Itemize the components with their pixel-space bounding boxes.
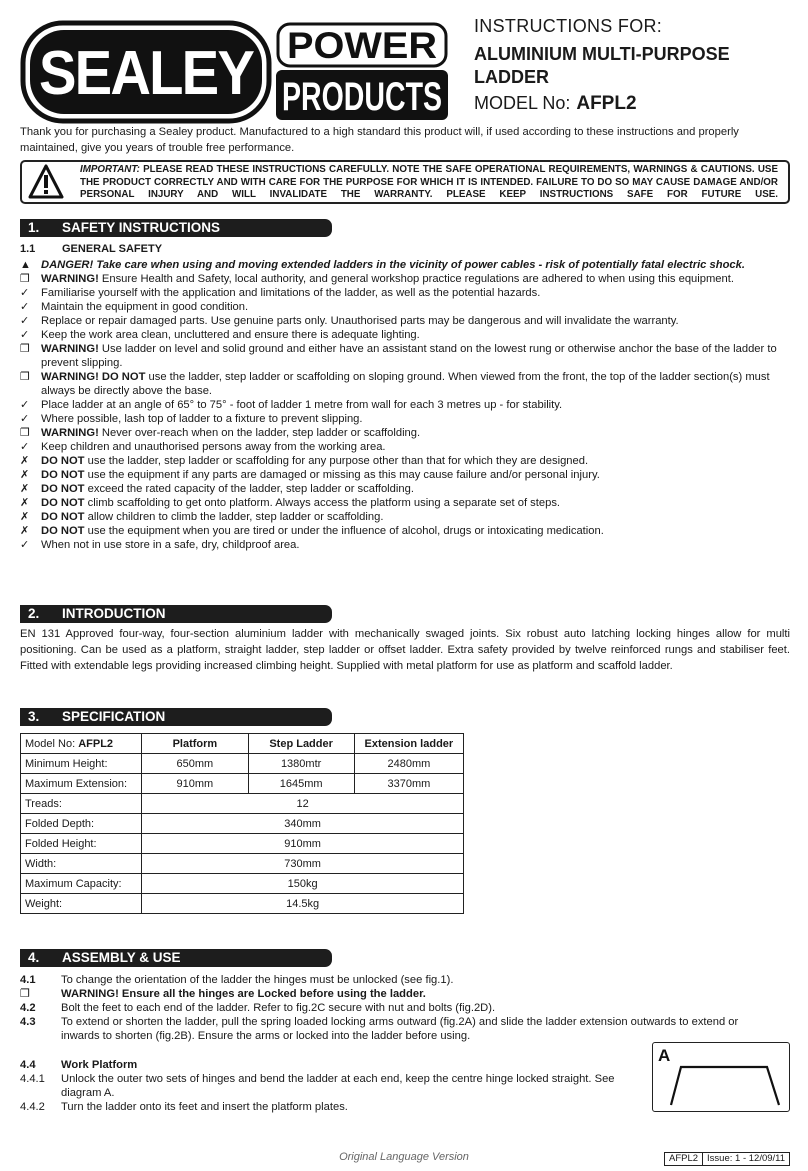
safety-item-text: Replace or repair damaged parts. Use genuine parts only. Unauthorised parts may be dangerous and will invalidate the warranty.: [41, 315, 679, 327]
spec-value: 14.5kg: [142, 894, 464, 914]
assembly-item: [20, 973, 790, 987]
section-3-header: [20, 708, 332, 726]
diagram-label: A: [658, 1046, 671, 1065]
assembly-item-key: 4.4.1: [20, 1073, 45, 1085]
section-2-num: 2.: [28, 606, 40, 621]
safety-item-text: Ensure Health and Safety, local authority, and general workshop practice regulations are adhered to when using this equipment.: [98, 273, 734, 285]
cross-icon: ✗: [20, 455, 30, 467]
section-3-num: 3.: [28, 709, 40, 724]
warning-triangle-icon: [28, 164, 64, 200]
safety-item: [20, 510, 790, 524]
assembly-item-text: To change the orientation of the ladder the hinges must be unlocked (see fig.1).: [61, 974, 454, 986]
safety-item-emphasis: DO NOT: [41, 511, 85, 523]
safety-item-text: use the ladder, step ladder or scaffolding for any purpose other than that for which they are designed.: [84, 455, 589, 467]
spec-label: Maximum Extension:: [21, 774, 142, 794]
assembly-item: [20, 1100, 620, 1114]
subsection-1-1-title: GENERAL SAFETY: [62, 243, 163, 255]
check-icon: ✓: [20, 329, 30, 341]
spec-value: 910mm: [142, 834, 464, 854]
sealey-logo-text: SEALEY: [39, 39, 255, 108]
sealey-logo: [20, 20, 272, 124]
safety-item: [20, 496, 790, 510]
instructions-for: INSTRUCTIONS FOR:: [474, 16, 663, 36]
spec-value: 1645mm: [248, 774, 354, 794]
product-title: [474, 43, 804, 89]
important-text: PLEASE READ THESE INSTRUCTIONS CAREFULLY. NOTE THE SAFE OPERATIONAL REQUIREMENTS, WARNINGS & CAUTIONS. USE THE PRODUCT CORRECTLY AND WITH CARE FOR THE PURPOSE FOR WHICH IT IS INTENDED. FAILURE TO DO SO MAY CAUSE DAMAGE AND/OR PERSONAL INJURY AND WILL INVALIDATE THE WARRANTY. PLEASE KEEP INSTRUCTIONS SAFE FOR FUTURE USE.: [80, 164, 778, 200]
safety-item-text: exceed the rated capacity of the ladder, step ladder or scaffolding.: [84, 483, 414, 495]
danger-triangle-icon: ▲: [20, 259, 31, 271]
spec-header-extension-ladder: Extension ladder: [354, 734, 463, 754]
safety-item-text: use the ladder, step ladder or scaffolding on sloping ground. When viewed from the front, the top of the ladder section(s) must always be directly above the base.: [41, 371, 770, 397]
spec-label: Folded Height:: [21, 834, 142, 854]
safety-item-text: DANGER! Take care when using and moving extended ladders in the vicinity of power cables - risk of potentially fatal electric shock.: [41, 259, 745, 271]
section-1-header: [20, 219, 332, 237]
footer-issue-box: [664, 1152, 790, 1166]
important-notice: [20, 160, 790, 204]
assembly-item-key: 4.1: [20, 974, 36, 986]
footer-language: Original Language Version: [339, 1151, 469, 1163]
spec-label: Width:: [21, 854, 142, 874]
spec-header-platform: Platform: [142, 734, 248, 754]
safety-item: [20, 314, 790, 328]
power-products-logo: [276, 20, 448, 124]
assembly-item: [20, 1001, 790, 1015]
cross-icon: ✗: [20, 483, 30, 495]
assembly-item-text: To extend or shorten the ladder, pull the spring loaded locking arms outward (fig.2A) and slide the ladder extension outwards to extend or inwards to shorten (fig.2B). Ensure the arms or locked into the ladder before using.: [61, 1016, 739, 1042]
assembly-item-text: Unlock the outer two sets of hinges and bend the ladder at each end, keep the centre hinge locked straight. See diagram A.: [61, 1073, 615, 1099]
section-2-header: [20, 605, 332, 623]
assembly-item-text: WARNING! Ensure all the hinges are Locked before using the ladder.: [61, 988, 426, 1000]
safety-item-text: Familiarise yourself with the application and limitations of the ladder, as well as the potential hazards.: [41, 287, 541, 299]
safety-list: [20, 258, 790, 552]
spec-row-maximum-extension: [21, 774, 464, 794]
subsection-1-1: [20, 243, 162, 255]
spec-value: 340mm: [142, 814, 464, 834]
platform-diagram-icon: [653, 1043, 789, 1111]
spec-value: 12: [142, 794, 464, 814]
safety-item-emphasis: WARNING!: [41, 343, 99, 355]
title-block: [474, 16, 804, 115]
safety-item-text: use the equipment when you are tired or under the influence of alcohol, drugs or intoxicating medication.: [84, 525, 604, 537]
spec-row-folded-depth: [21, 814, 464, 834]
product-title-line1: ALUMINIUM MULTI-PURPOSE: [474, 44, 730, 64]
safety-item-text: When not in use store in a safe, dry, childproof area.: [41, 539, 300, 551]
model-label: MODEL No:: [474, 93, 571, 113]
assembly-item-text: Turn the ladder onto its feet and insert the platform plates.: [61, 1101, 348, 1113]
safety-item: [20, 440, 790, 454]
check-icon: ✓: [20, 399, 30, 411]
cross-icon: ✗: [20, 469, 30, 481]
spec-value: 650mm: [142, 754, 248, 774]
safety-item: [20, 538, 790, 552]
model-value: AFPL2: [576, 93, 637, 114]
product-title-line2: LADDER: [474, 67, 549, 87]
spec-header-model: Model No: AFPL2: [21, 734, 142, 754]
safety-item: [20, 258, 790, 272]
spec-row-weight: [21, 894, 464, 914]
safety-item: [20, 454, 790, 468]
introduction-text: EN 131 Approved four-way, four-section aluminium ladder with mechanically swaged joints. Six robust auto latching locking hinges allow for multi positioning. Can be used as a platform, straight ladder, step ladder or offset ladder. Extra safety provided by twelve reinforced rungs and stabiliser feet. Fitted with extendable legs providing increased climbing height. Supplied with metal platform for use as platform and scaffold ladder.: [20, 628, 790, 672]
warning-box-icon: ❐: [20, 343, 30, 355]
footer-issue: Issue: 1 - 12/09/11: [702, 1153, 789, 1165]
assembly-item: [20, 1015, 790, 1043]
safety-item-emphasis: DO NOT: [41, 455, 85, 467]
spec-header-row: [21, 734, 464, 754]
spec-value: 2480mm: [354, 754, 463, 774]
safety-item-emphasis: WARNING! DO NOT: [41, 371, 146, 383]
safety-item-text: Keep children and unauthorised persons away from the working area.: [41, 441, 386, 453]
section-1-num: 1.: [28, 220, 40, 235]
safety-item-emphasis: DO NOT: [41, 483, 85, 495]
section-4-header: [20, 949, 332, 967]
spec-label: Treads:: [21, 794, 142, 814]
safety-item: [20, 328, 790, 342]
safety-item-emphasis: DO NOT: [41, 525, 85, 537]
assembly-warning: [20, 987, 790, 1001]
warning-box-icon: ❐: [20, 371, 30, 383]
assembly-item-key: 4.2: [20, 1002, 36, 1014]
safety-item: [20, 272, 790, 286]
footer-model: AFPL2: [669, 1153, 699, 1164]
spec-label: Folded Depth:: [21, 814, 142, 834]
assembly-list: [20, 973, 790, 1043]
warning-box-icon: ❐: [20, 427, 30, 439]
safety-item: [20, 524, 790, 538]
work-platform-section: [20, 1058, 620, 1114]
spec-header-step-ladder: Step Ladder: [248, 734, 354, 754]
cross-icon: ✗: [20, 511, 30, 523]
safety-item: [20, 398, 790, 412]
section-2-title: INTRODUCTION: [62, 606, 166, 621]
power-logo-text: POWER: [287, 25, 437, 66]
safety-item: [20, 300, 790, 314]
safety-item-text: Place ladder at an angle of 65° to 75° - foot of ladder 1 metre from wall for each 3 metres up - for stability.: [41, 399, 563, 411]
spec-row-folded-height: [21, 834, 464, 854]
cross-icon: ✗: [20, 525, 30, 537]
spec-label: Weight:: [21, 894, 142, 914]
spec-value: 150kg: [142, 874, 464, 894]
spec-value: 910mm: [142, 774, 248, 794]
section-3-title: SPECIFICATION: [62, 709, 166, 724]
cross-icon: ✗: [20, 497, 30, 509]
spec-value: 1380mtr: [248, 754, 354, 774]
assembly-item-text: Bolt the feet to each end of the ladder. Refer to fig.2C secure with nut and bolts (fig.2D).: [61, 1002, 496, 1014]
safety-item-text: Never over-reach when on the ladder, step ladder or scaffolding.: [98, 427, 421, 439]
assembly-item: [20, 1072, 620, 1100]
spec-value: 3370mm: [354, 774, 463, 794]
warning-box-icon: ❐: [20, 988, 31, 1000]
safety-item: [20, 370, 790, 398]
spec-row-treads: [21, 794, 464, 814]
check-icon: ✓: [20, 413, 30, 425]
safety-item-text: Keep the work area clean, uncluttered and ensure there is adequate lighting.: [41, 329, 420, 341]
check-icon: ✓: [20, 287, 30, 299]
assembly-item-key: 4.3: [20, 1016, 36, 1028]
model-number: [474, 93, 804, 115]
section-1-title: SAFETY INSTRUCTIONS: [62, 220, 221, 235]
assembly-item-key: 4.4.2: [20, 1101, 45, 1113]
safety-item-text: Where possible, lash top of ladder to a fixture to prevent slipping.: [41, 413, 363, 425]
check-icon: ✓: [20, 301, 30, 313]
safety-item-emphasis: WARNING!: [41, 427, 99, 439]
important-label: IMPORTANT:: [80, 164, 140, 175]
safety-item: [20, 286, 790, 300]
spec-row-width: [21, 854, 464, 874]
warning-box-icon: ❐: [20, 273, 30, 285]
section-4-num: 4.: [28, 950, 40, 965]
spec-value: 730mm: [142, 854, 464, 874]
spec-row-minimum-height: [21, 754, 464, 774]
subsection-4-4-title: Work Platform: [61, 1059, 138, 1071]
safety-item: [20, 426, 790, 440]
section-4-title: ASSEMBLY & USE: [62, 950, 181, 965]
safety-item-text: allow children to climb the ladder, step ladder or scaffolding.: [84, 511, 384, 523]
check-icon: ✓: [20, 539, 30, 551]
safety-item-text: use the equipment if any parts are damaged or missing as this may cause failure and/or personal injury.: [84, 469, 600, 481]
safety-item-text: climb scaffolding to get onto platform. Always access the platform using a separate set of steps.: [84, 497, 561, 509]
intro-text: Thank you for purchasing a Sealey product. Manufactured to a high standard this product will, if used according to these instructions and properly maintained, give you years of trouble free performance.: [20, 126, 739, 154]
subsection-1-1-num: 1.1: [20, 243, 36, 255]
check-icon: ✓: [20, 441, 30, 453]
safety-item: [20, 482, 790, 496]
safety-item-emphasis: DO NOT: [41, 469, 85, 481]
safety-item: [20, 342, 790, 370]
safety-item-emphasis: WARNING!: [41, 273, 99, 285]
spec-label: Maximum Capacity:: [21, 874, 142, 894]
products-logo-text: PRODUCTS: [282, 75, 442, 119]
subsection-4-4: [20, 1058, 620, 1072]
subsection-4-4-num: 4.4: [20, 1059, 36, 1071]
safety-item-text: Maintain the equipment in good condition.: [41, 301, 249, 313]
spec-row-maximum-capacity: [21, 874, 464, 894]
diagram-a: [652, 1042, 790, 1112]
check-icon: ✓: [20, 315, 30, 327]
specification-table: [20, 733, 464, 914]
spec-label: Minimum Height:: [21, 754, 142, 774]
safety-item: [20, 468, 790, 482]
safety-item-text: Use ladder on level and solid ground and either have an assistant stand on the lowest rung or otherwise anchor the base of the ladder to prevent slipping.: [41, 343, 777, 369]
safety-item: [20, 412, 790, 426]
safety-item-emphasis: DO NOT: [41, 497, 85, 509]
